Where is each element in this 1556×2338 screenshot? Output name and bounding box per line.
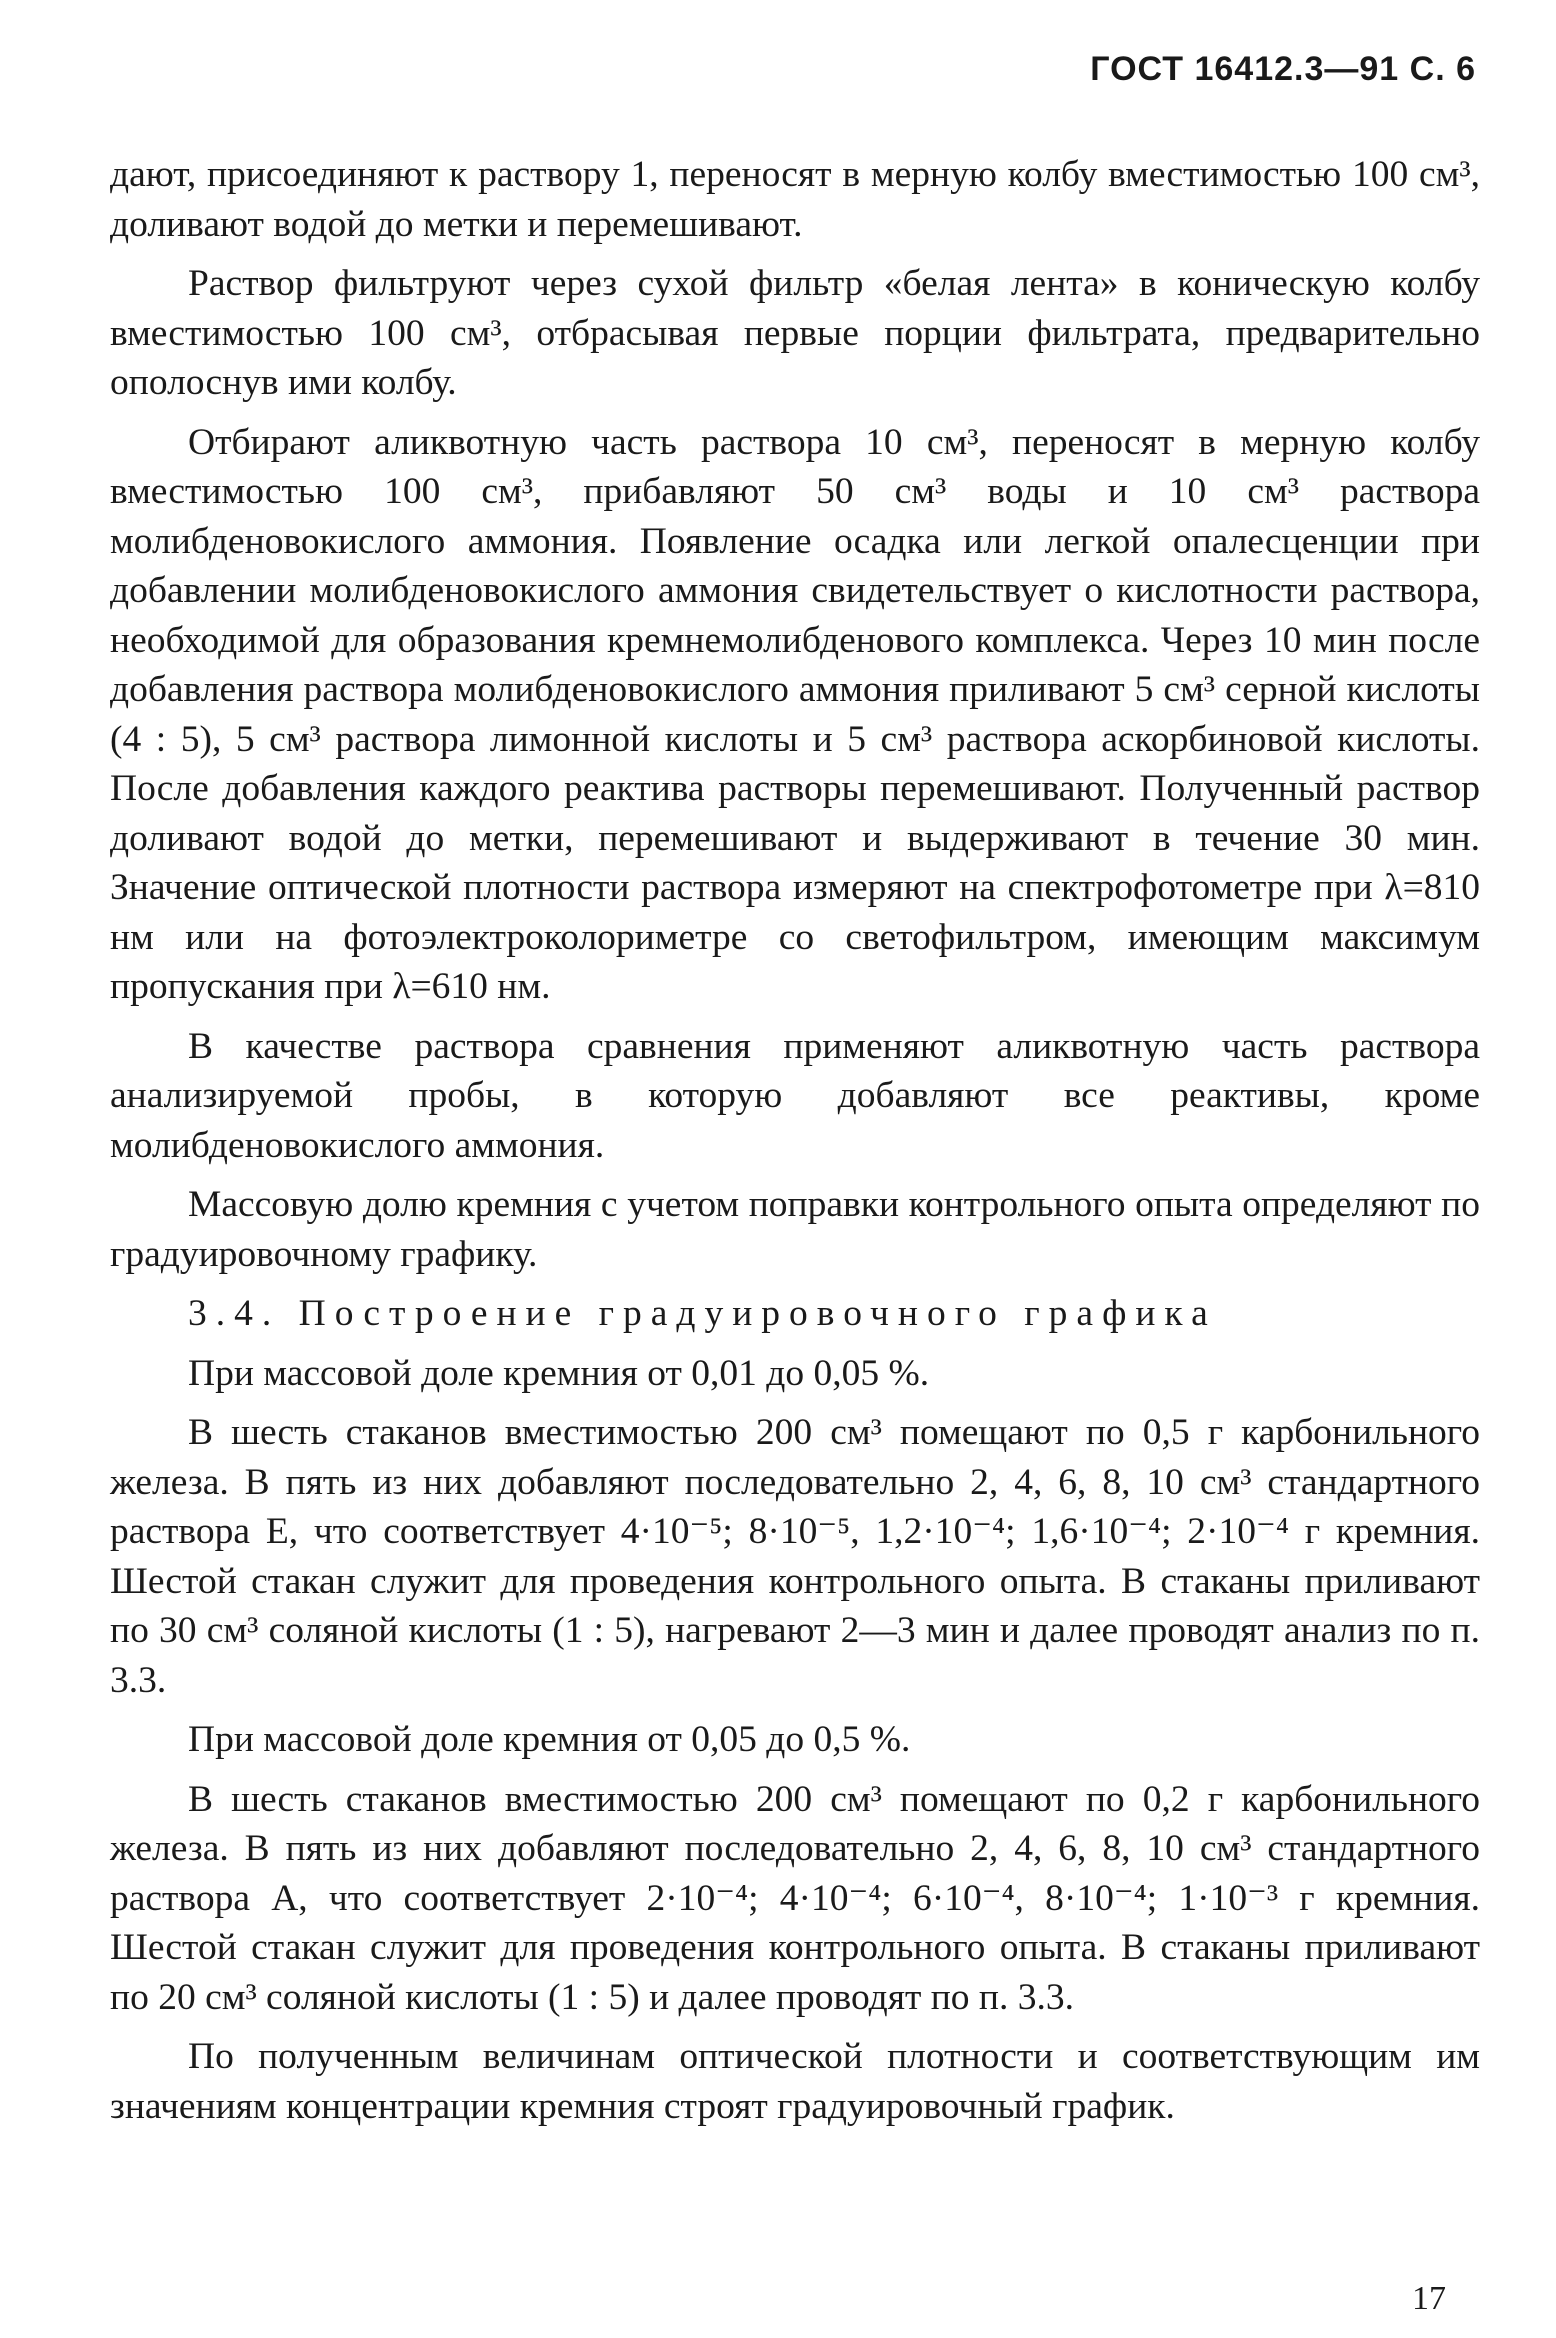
document-body — [110, 150, 1480, 2141]
page-number: 17 — [1412, 2280, 1446, 2317]
paragraph-reference-solution: В качестве раствора сравнения применяют аликвотную часть раствора анализируемой пробы, в которую добавляют все реактивы, кроме молибденовокислого аммония. — [110, 1025, 1480, 1166]
paragraph-range-high: При массовой доле кремния от 0,05 до 0,5 %. — [188, 1719, 911, 1760]
paragraph-procedure-low: В шесть стаканов вместимостью 200 см³ помещают по 0,5 г карбонильного железа. В пять из них добавляют последовательно 2, 4, 6, 8, 10 см³ стандартного раствора Е, что соответствует 4·10⁻⁵; 8·10⁻⁵, 1,2·10⁻⁴; 1,6·10⁻⁴; 2·10⁻⁴ г кремния. Шестой стакан служит для проведения контрольного опыта. В стаканы приливают по 30 см³ соляной кислоты (1 : 5), нагревают 2—3 мин и далее проводят анализ по п. 3.3. — [110, 1412, 1480, 1701]
paragraph-continuation: дают, присоединяют к раствору 1, переносят в мерную колбу вместимостью 100 см³, доливают водой до метки и перемешивают. — [110, 154, 1480, 245]
paragraph-procedure-high: В шесть стаканов вместимостью 200 см³ помещают по 0,2 г карбонильного железа. В пять из них добавляют последовательно 2, 4, 6, 8, 10 см³ стандартного раствора А, что соответствует 2·10⁻⁴; 4·10⁻⁴; 6·10⁻⁴, 8·10⁻⁴; 1·10⁻³ г кремния. Шестой стакан служит для проведения контрольного опыта. В стаканы приливают по 20 см³ соляной кислоты (1 : 5) и далее проводят по п. 3.3. — [110, 1778, 1480, 2018]
section-heading-3-4: 3.4. Построение градуировочного графика — [188, 1293, 1217, 1334]
paragraph-range-low: При массовой доле кремния от 0,01 до 0,05 %. — [188, 1352, 930, 1394]
paragraph-calibration-graph: По полученным величинам оптической плотности и соответствующим им значениям концентрации кремния строят градуировочный график. — [110, 2036, 1480, 2127]
page-header: ГОСТ 16412.3—91 С. 6 — [1090, 50, 1476, 88]
paragraph-aliquot-procedure: Отбирают аликвотную часть раствора 10 см³, переносят в мерную колбу вместимостью 100 см³, прибавляют 50 см³ воды и 10 см³ раствора молибденовокислого аммония. Появление осадка или легкой опалесценции при добавлении молибденовокислого аммония свидетельствует о кислотности раствора, необходимой для образования кремнемолибденового комплекса. Через 10 мин после добавления раствора молибденовокислого аммония приливают 5 см³ серной кислоты (4 : 5), 5 см³ раствора лимонной кислоты и 5 см³ раствора аскорбиновой кислоты. После добавления каждого реактива растворы перемешивают. Полученный раствор доливают водой до метки, перемешивают и выдерживают в течение 30 мин. Значение оптической плотности раствора измеряют на спектрофотометре при λ=810 нм или на фотоэлектроколориметре со светофильтром, имеющим максимум пропускания при λ=610 нм. — [110, 421, 1480, 1007]
paragraph-mass-fraction: Массовую долю кремния с учетом поправки контрольного опыта определяют по градуировочному графику. — [110, 1184, 1480, 1275]
paragraph-filtration: Раствор фильтруют через сухой фильтр «белая лента» в коническую колбу вместимостью 100 см³, отбрасывая первые порции фильтрата, предварительно ополоснув ими колбу. — [110, 263, 1480, 403]
